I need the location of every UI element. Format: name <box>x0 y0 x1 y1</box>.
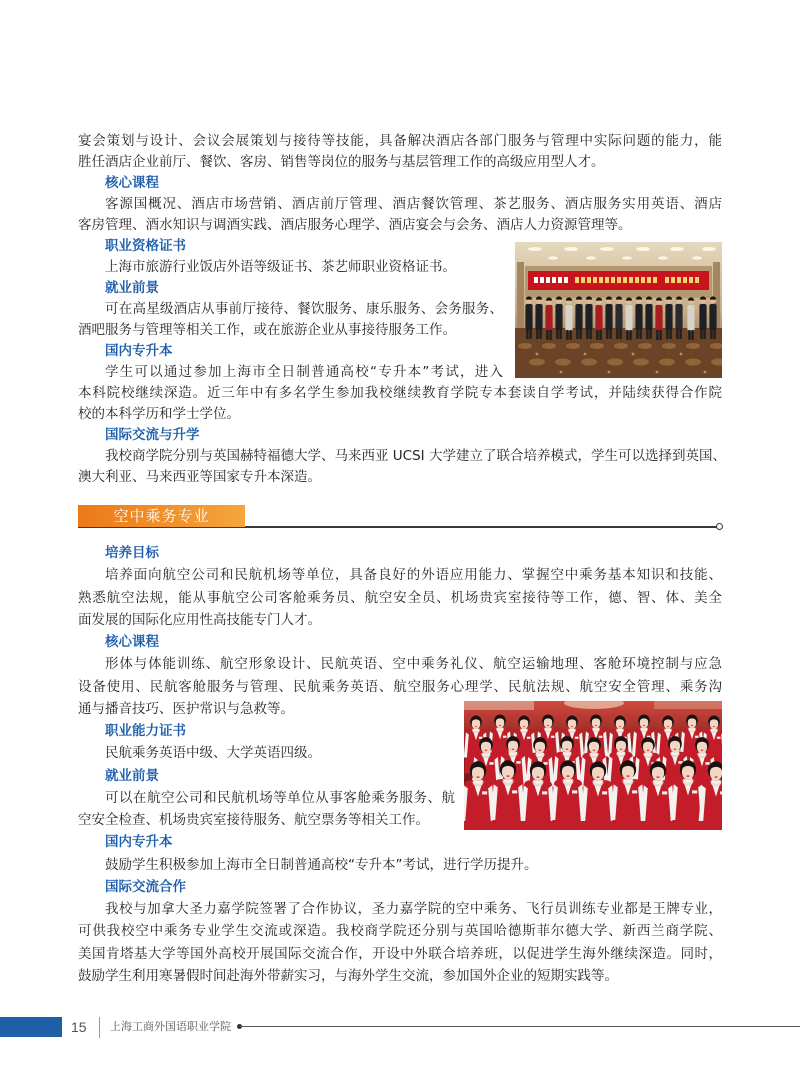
hotel-upgrade-line: 学生可以通过参加上海市全日制普通高校“专升本”考试，进入 <box>105 364 503 380</box>
hotel-event-photo-image <box>515 242 722 378</box>
cabin-international-line: 美国肯塔基大学等国外高校开展国际交流合作，开设中外联合培养班，以促进学生海外继续深造。同时， <box>78 945 722 962</box>
hotel-core-courses-heading: 核心课程 <box>105 175 159 191</box>
footer-separator <box>99 1017 100 1038</box>
event-banner <box>528 271 709 290</box>
hotel-intro-line: 胜任酒店企业前厅、餐饮、客房、销售等岗位的服务与基层管理工作的高级应用型人才。 <box>78 154 605 170</box>
hotel-core-courses-line: 客房管理、酒水知识与调酒实践、酒店服务心理学、酒店宴会与会务、酒店人力资源管理等。 <box>78 217 632 233</box>
cabin-international-line: 可供我校空中乘务专业学生交流或深造。我校商学院还分别与英国哈德斯菲尔德大学、新西兰商学院、 <box>78 923 722 940</box>
hotel-upgrade-line: 校的本科学历和学士学位。 <box>78 406 240 422</box>
hotel-international-line: 澳大利亚、马来西亚等国家专升本深造。 <box>78 469 321 485</box>
divider-end-circle <box>716 523 723 530</box>
cabin-core-courses-heading: 核心课程 <box>105 634 159 650</box>
cabin-certificates-heading: 职业能力证书 <box>105 723 186 739</box>
cabin-core-courses-line: 形体与体能训练、航空形象设计、民航英语、空中乘务礼仪、航空运输地理、客舱环境控制与应急 <box>105 656 722 673</box>
hotel-international-line: 我校商学院分别与英国赫特福德大学、马来西亚 UCSI 大学建立了联合培养模式，学生可以选择到英国、 <box>105 448 726 464</box>
cabin-goal-heading: 培养目标 <box>105 545 159 561</box>
footer-blue-tab <box>0 1017 62 1037</box>
hotel-employment-heading: 就业前景 <box>105 280 159 296</box>
cabin-upgrade-line: 鼓励学生积极参加上海市全日制普通高校“专升本”考试，进行学历提升。 <box>105 856 538 873</box>
cabin-goal-line: 面发展的国际化应用性高技能专门人才。 <box>78 611 321 628</box>
cabin-employment-line: 可以在航空公司和民航机场等单位从事客舱乘务服务、航 <box>105 789 455 806</box>
cabin-goal-line: 培养面向航空公司和民航机场等单位，具备良好的外语应用能力、掌握空中乘务基本知识和技能、 <box>105 567 722 584</box>
hotel-event-photo <box>515 242 722 378</box>
cabin-crew-group-photo-image <box>464 701 722 830</box>
hotel-employment-line: 可在高星级酒店从事前厅接待、餐饮服务、康乐服务、会务服务、 <box>105 301 503 317</box>
cabin-goal-line: 熟悉航空法规，能从事航空公司客舱乘务员、航空安全员、机场贵宾室接待等工作，德、智、体、美全 <box>78 589 722 606</box>
front-row-attendants <box>464 760 722 830</box>
hotel-certificates-heading: 职业资格证书 <box>105 238 186 254</box>
hotel-employment-line: 酒吧服务与管理等相关工作，或在旅游企业从事接待服务工作。 <box>78 322 456 338</box>
cabin-upgrade-heading: 国内专升本 <box>105 834 173 851</box>
hotel-upgrade-line: 本科院校继续深造。近三年中有多名学生参加我校继续教育学院专本套读自学考试，并陆续获得合作院 <box>78 385 722 401</box>
cabin-international-line: 我校与加拿大圣力嘉学院签署了合作协议，圣力嘉学院的空中乘务、飞行员训练专业都是王牌专业， <box>105 901 722 917</box>
cabin-employment-heading: 就业前景 <box>105 767 159 784</box>
cabin-international-heading: 国际交流合作 <box>105 878 186 895</box>
hotel-upgrade-heading: 国内专升本 <box>105 343 173 359</box>
hotel-intro-line: 宴会策划与设计、会议会展策划与接待等技能，具备解决酒店各部门服务与管理中实际问题的能力，能 <box>78 133 722 149</box>
section-title-cabin-crew: 空中乘务专业 <box>78 505 245 527</box>
cabin-core-courses-line: 设备使用、民航客舱服务与管理、民航乘务英语、航空服务心理学、民航法规、航空安全管理、乘务沟 <box>78 678 722 695</box>
cabin-crew-group-photo <box>464 701 722 830</box>
stage-background <box>464 701 722 710</box>
cabin-international-line: 鼓励学生利用寒暑假时间赴海外带薪实习，与海外学生交流，参加国外企业的短期实践等。 <box>78 967 618 984</box>
cabin-employment-line: 空安全检查、机场贵宾室接待服务、航空票务等相关工作。 <box>78 812 429 828</box>
footer-school-name: 上海工商外国语职业学院 <box>110 1020 231 1033</box>
page-number: 15 <box>71 1019 87 1035</box>
cabin-core-courses-line: 通与播音技巧、医护常识与急救等。 <box>78 700 294 717</box>
hotel-certificates-line: 上海市旅游行业饭店外语等级证书、茶艺师职业资格证书。 <box>105 259 456 275</box>
hotel-core-courses-line: 客源国概况、酒店市场营销、酒店前厅管理、酒店餐饮管理、茶艺服务、酒店服务实用英语、酒店 <box>105 196 722 212</box>
hotel-international-heading: 国际交流与升学 <box>105 427 200 443</box>
cabin-certificates-line: 民航乘务英语中级、大学英语四级。 <box>105 745 321 762</box>
footer-rule <box>240 1026 800 1027</box>
